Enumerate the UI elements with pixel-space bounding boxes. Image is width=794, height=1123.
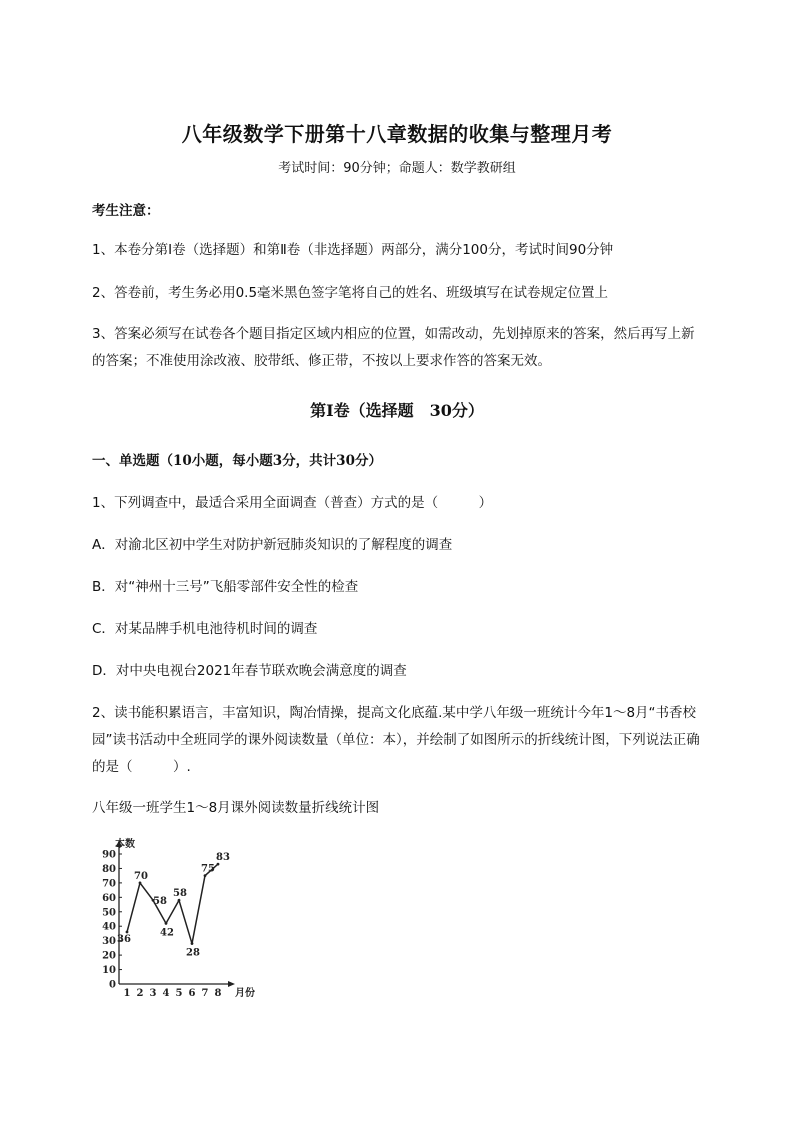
question-1-option-c: C．对某品牌手机电池待机时间的调查	[92, 621, 318, 637]
data-label: 58	[173, 888, 187, 900]
notice-item: 2、答卷前，考生务必用0.5毫米黑色签字笔将自己的姓名、班级填写在试卷规定位置上	[92, 285, 609, 301]
y-tick-label: 60	[102, 892, 116, 904]
data-point	[217, 863, 220, 866]
notice-heading: 考生注意：	[92, 203, 160, 219]
data-label: 75	[201, 863, 215, 875]
x-tick-label: 7	[201, 988, 209, 999]
notice-item: 1、本卷分第Ⅰ卷（选择题）和第Ⅱ卷（非选择题）两部分，满分100分，考试时间90分钟	[92, 242, 614, 258]
data-label: 28	[186, 947, 200, 959]
data-label: 70	[134, 870, 148, 882]
notice-item: 3、答案必须写在试卷各个题目指定区域内相应的位置，如需改动，先划掉原来的答案，然后再写上新的答案；不准使用涂改液、胶带纸、修正带，不按以上要求作答的答案无效。	[92, 326, 695, 369]
data-point	[165, 922, 168, 925]
y-tick-label: 80	[102, 863, 116, 875]
y-tick-label: 50	[102, 907, 116, 919]
question-1-option-b: B．对“神州十三号”飞船零部件安全性的检查	[92, 579, 359, 595]
data-point	[178, 899, 181, 902]
question-1-stem: 1、下列调查中，最适合采用全面调查（普查）方式的是（ ）	[92, 495, 493, 511]
data-point	[191, 942, 194, 945]
y-tick-label: 70	[102, 878, 116, 890]
y-axis-title: 本数	[115, 839, 135, 850]
x-tick-label: 1	[123, 988, 131, 999]
question-1-option-a: A．对渝北区初中学生对防护新冠肺炎知识的了解程度的调查	[92, 537, 453, 553]
data-label: 58	[153, 896, 167, 908]
data-point	[204, 874, 207, 877]
part-heading: 一、单选题（10小题，每小题3分，共计30分）	[92, 453, 382, 469]
data-label: 36	[117, 934, 131, 945]
section-title: 第Ⅰ卷（选择题 30分）	[310, 401, 484, 420]
x-axis-title: 月份	[235, 988, 255, 999]
x-tick-label: 8	[214, 988, 222, 999]
data-point	[126, 931, 129, 934]
exam-info: 考试时间：90分钟；命题人：数学教研组	[278, 161, 516, 176]
x-tick-label: 4	[162, 988, 170, 999]
reading-line-chart	[95, 836, 265, 1006]
y-tick-label: 20	[102, 950, 116, 962]
y-tick-label: 90	[102, 849, 116, 861]
x-tick-label: 3	[149, 988, 157, 999]
data-point	[139, 881, 142, 884]
y-tick-label: 10	[102, 965, 116, 977]
x-tick-label: 5	[175, 988, 183, 999]
x-axis-arrow	[228, 981, 235, 987]
y-tick-label: 40	[102, 921, 116, 933]
data-label: 83	[216, 852, 230, 864]
y-tick-label: 0	[109, 979, 116, 991]
x-tick-label: 2	[136, 988, 144, 999]
question-2-stem: 2、读书能积累语言，丰富知识，陶冶情操，提高文化底蕴.某中学八年级一班统计今年1～8月“书香校园”读书活动中全班同学的课外阅读数量（单位：本），并绘制了如图所示的折线统计图，下列说法正确的是（ ）.	[92, 705, 700, 775]
data-label: 42	[160, 927, 174, 939]
page-title: 八年级数学下册第十八章数据的收集与整理月考	[181, 122, 613, 146]
y-tick-label: 30	[102, 936, 116, 948]
chart-caption: 八年级一班学生1～8月课外阅读数量折线统计图	[92, 800, 380, 816]
x-tick-label: 6	[188, 988, 196, 999]
question-1-option-d: D．对中央电视台2021年春节联欢晚会满意度的调查	[92, 663, 407, 679]
